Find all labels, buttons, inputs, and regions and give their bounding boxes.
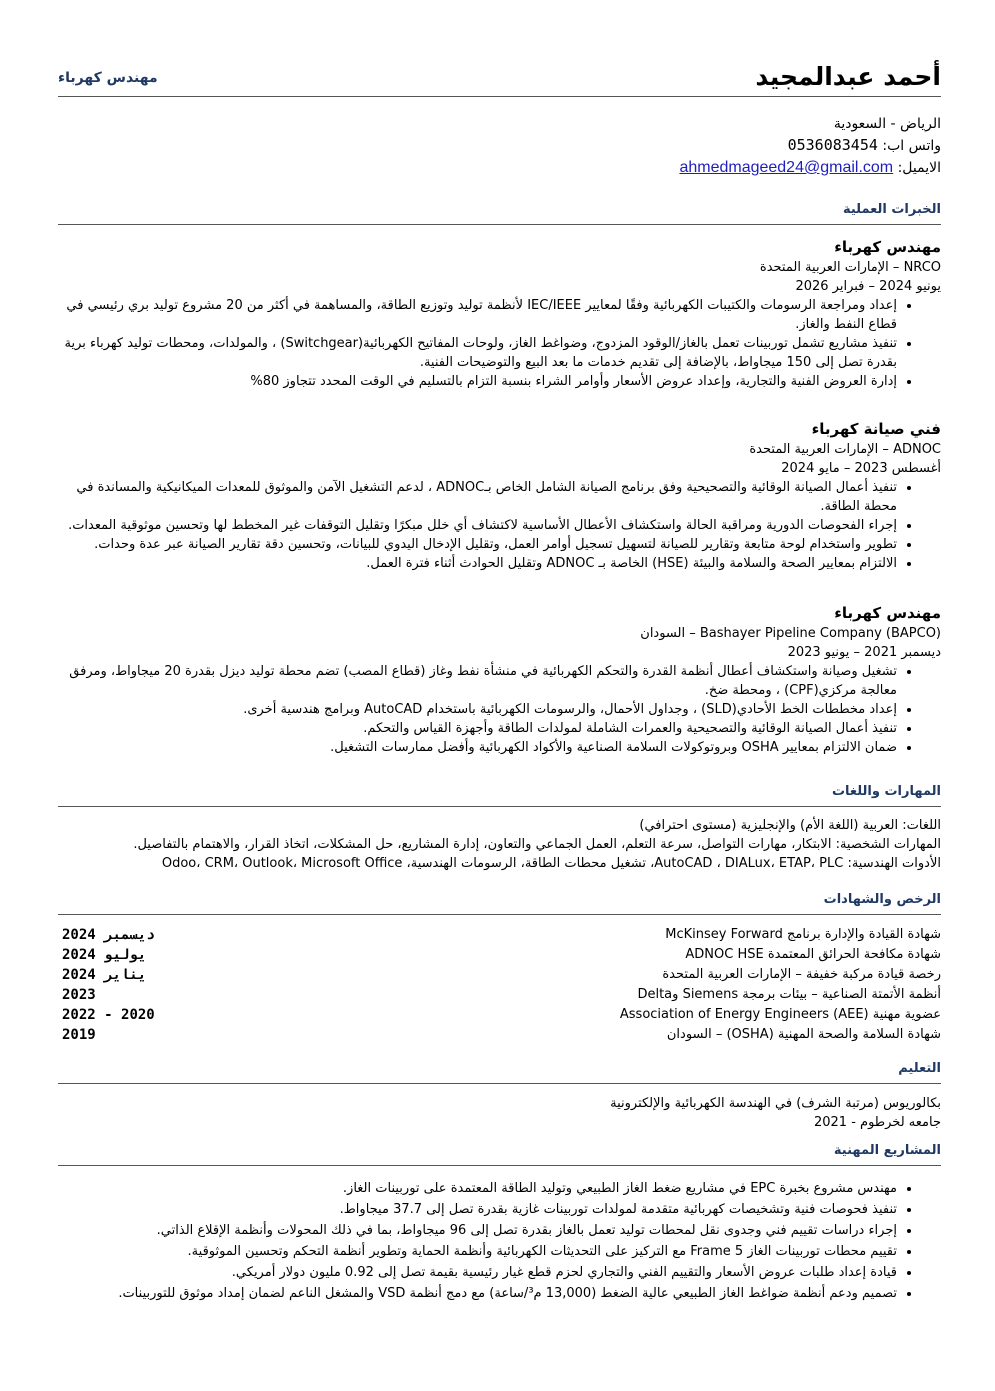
project-item: • تنفيذ فحوصات فنية وتشخيصات كهربائية متقدمة لمولدات توربينات غازية بقدرة تصل إلى 37.7 ميجاواط. <box>58 1199 897 1220</box>
languages-label: اللغات: <box>902 818 941 833</box>
education-school: جامعه لخرطوم - 2021 <box>813 1115 941 1130</box>
job-bullet: • إجراء الفحوصات الدورية ومراقبة الحالة واستكشاف الأعطال الأساسية لاكتشاف أي خلل مبكرًا وتقليل التوقفات غير المخطط لها وتحسين موثوقية المعدات. <box>58 516 897 535</box>
projects-block <box>58 1178 941 1304</box>
job-bullet: • إعداد مخططات الخط الأحادي(SLD) ، وجداول الأحمال، والرسومات الكهربائية باستخدام AutoCAD وبرامج هندسية أخرى. <box>58 700 897 719</box>
skills-block <box>58 816 941 873</box>
whatsapp-line <box>679 135 941 157</box>
job-bullet: • ضمان الالتزام بمعايير OSHA وبروتوكولات السلامة الصناعية والأكواد الكهربائية وأفضل ممارسات التشغيل. <box>58 738 897 757</box>
email-label: الايميل: <box>897 160 941 176</box>
cert-date: يناير 2024 <box>62 967 147 983</box>
cert-row <box>58 987 941 1007</box>
skills-languages <box>58 816 941 835</box>
section-projects <box>58 1143 941 1166</box>
job-3 <box>58 602 941 757</box>
job-bullet: • تشغيل وصيانة واستكشاف أعطال أنظمة القدرة والتحكم الكهربائية في منشأة نفط وغاز (قطاع المصب) تضم محطة توليد ديزل بقدرة 20 ميجاواط، ومرفق معالجة مركزي(CPF) ، ومحطة ضخ. <box>58 662 897 700</box>
cert-date: يوليو 2024 <box>62 947 147 963</box>
section-projects-title: المشاريع المهنية <box>833 1143 941 1158</box>
project-item: • مهندس مشروع بخبرة EPC في مشاريع ضغط الغاز الطبيعي وتوليد الطاقة المعتمدة على توربينات الغاز. <box>58 1178 897 1199</box>
section-certs <box>58 892 941 915</box>
job-title: فني صيانة كهرباء <box>811 420 941 438</box>
job-2 <box>58 418 941 573</box>
email-link[interactable]: ahmedmageed24@gmail.com <box>679 159 894 176</box>
job-bullet: • إدارة العروض الفنية والتجارية، وإعداد عروض الأسعار وأوامر الشراء بنسبة التزام بالتسليم في الوقت المحدد تتجاوز 80% <box>58 372 897 391</box>
project-item: • إجراء دراسات تقييم فني وجدوى نقل لمحطات توليد تعمل بالغاز بقدرة تصل إلى 96 ميجاواط، بما في ذلك المحولات وأنظمة الإقلاع الذاتي. <box>58 1220 897 1241</box>
job-1 <box>58 236 941 391</box>
job-company: NRCO – الإمارات العربية المتحدة <box>759 260 941 275</box>
section-experience-title: الخبرات العملية <box>842 202 941 217</box>
section-skills-title: المهارات واللغات <box>831 784 941 799</box>
cert-title: أنظمة الأتمتة الصناعية – بيئات برمجة Siemens وDelta <box>637 987 941 1002</box>
soft-value: الابتكار، مهارات التواصل، سرعة التعلم، العمل الجماعي والتعاون، إدارة المشاريع، حل المشكلات، اتخاذ القرار، والاهتمام بالتفاصيل. <box>133 837 832 852</box>
job-bullet: • إعداد ومراجعة الرسومات والكتيبات الكهربائية وفقًا لمعايير IEC/IEEE لأنظمة توليد وتوزيع الطاقة، والمساهمة في أكثر من 20 مشروع توليد بري رئيسي في قطاع النفط والغاز. <box>58 296 897 334</box>
resume-page <box>58 0 941 1391</box>
cert-row <box>58 967 941 987</box>
section-experience <box>58 202 941 225</box>
whatsapp-value: 0536083454 <box>787 136 878 154</box>
cert-title: شهادة السلامة والصحة المهنية (OSHA) – السودان <box>666 1027 941 1042</box>
section-education <box>58 1061 941 1084</box>
education-block <box>58 1094 941 1132</box>
languages-value: العربية (اللغة الأم) والإنجليزية (مستوى احترافي) <box>639 818 899 833</box>
job-dates: ديسمبر 2021 – يونيو 2023 <box>787 645 941 660</box>
skills-soft <box>58 835 941 854</box>
education-degree: بكالوريوس (مرتبة الشرف) في الهندسة الكهربائية والإلكترونية <box>610 1096 941 1111</box>
cert-date: 2019 <box>62 1027 96 1043</box>
cert-row <box>58 1027 941 1047</box>
job-company: ADNOC – الإمارات العربية المتحدة <box>749 442 941 457</box>
job-bullet: • الالتزام بمعايير الصحة والسلامة والبيئة (HSE) الخاصة بـ ADNOC وتقليل الحوادث أثناء فترة العمل. <box>58 554 897 573</box>
job-dates: يونيو 2024 – فبراير 2026 <box>795 279 941 294</box>
cert-date: 2020 - 2022 <box>62 1007 155 1023</box>
section-education-title: التعليم <box>898 1061 941 1076</box>
resume-header <box>58 62 941 97</box>
job-bullet: • تنفيذ أعمال الصيانة الوقائية والتصحيحية والعمرات الشاملة لمولدات الطاقة وأجهزة القياس والتحكم. <box>58 719 897 738</box>
project-item: • تصميم ودعم أنظمة ضواغط الغاز الطبيعي عالية الضغط (13,000 م³/ساعة) مع دمج أنظمة VSD والمشغل الناعم لضمان إمداد موثوق للتوربينات. <box>58 1283 897 1304</box>
skills-tools <box>58 854 941 873</box>
contact-info <box>679 114 941 179</box>
cert-title: شهادة مكافحة الحرائق المعتمدة ADNOC HSE <box>685 947 941 962</box>
job-title: مهندس كهرباء <box>834 238 941 256</box>
cert-row <box>58 1007 941 1027</box>
tools-value: AutoCAD ، DIALux، ETAP، PLC، تشغيل محطات الطاقة، الرسومات الهندسية، Odoo، CRM، Outlook، Microsoft Office <box>161 856 844 871</box>
location: الرياض - السعودية <box>833 116 941 132</box>
job-bullet: • تطوير واستخدام لوحة متابعة وتقارير للصيانة لتسهيل تسجيل أوامر العمل، وتقليل الإدخال اليدوي للبيانات، وتحسين دقة تقارير الصيانة عبر عدة وحدات. <box>58 535 897 554</box>
cert-row <box>58 947 941 967</box>
project-item: • تقييم محطات توربينات الغاز Frame 5 مع التركيز على التحديثات الكهربائية وأنظمة الحماية وتطوير أنظمة التحكم وتحسين الموثوقية. <box>58 1241 897 1262</box>
cert-title: شهادة القيادة والإدارة برنامج McKinsey Forward <box>665 927 941 942</box>
cert-title: رخصة قيادة مركبة خفيفة – الإمارات العربية المتحدة <box>662 967 941 982</box>
candidate-name: أحمد عبدالمجيد <box>755 62 941 91</box>
soft-label: المهارات الشخصية: <box>835 837 941 852</box>
cert-row <box>58 927 941 947</box>
candidate-role: مهندس كهرباء <box>58 70 158 86</box>
job-title: مهندس كهرباء <box>834 604 941 622</box>
project-item: • قيادة إعداد طلبات عروض الأسعار والتقييم الفني والتجاري لحزم قطع غيار رئيسية بقيمة تصل إلى 0.92 مليون دولار أمريكي. <box>58 1262 897 1283</box>
whatsapp-label: واتس اب: <box>882 138 941 154</box>
cert-date: 2023 <box>62 987 96 1003</box>
email-line <box>679 157 941 179</box>
tools-label: الأدوات الهندسية: <box>847 856 941 871</box>
job-dates: أغسطس 2023 – مايو 2024 <box>781 461 941 476</box>
section-skills <box>58 784 941 807</box>
section-certs-title: الرخص والشهادات <box>823 892 941 907</box>
job-bullet: • تنفيذ أعمال الصيانة الوقائية والتصحيحية وفق برنامج الصيانة الشامل الخاص بـADNOC ، لدعم التشغيل الآمن والموثوق للمعدات الميكانيكية والمساندة في محطة الطاقة. <box>58 478 897 516</box>
job-bullet: • تنفيذ مشاريع تشمل توربينات تعمل بالغاز/الوقود المزدوج، وضواغط الغاز، ولوحات المفاتيح الكهربائية(Switchgear) ، والمولدات، ومحطات توليد كهرباء برية بقدرة تصل إلى 150 ميجاواط، بالإضافة إلى تقديم خدمات ما بعد البيع والتوضيحات الفنية. <box>58 334 897 372</box>
cert-title: عضوية مهنية Association of Energy Engineers (AEE) <box>619 1007 941 1022</box>
job-company: Bashayer Pipeline Company (BAPCO) – السودان <box>640 626 941 641</box>
cert-date: ديسمبر 2024 <box>62 927 155 943</box>
